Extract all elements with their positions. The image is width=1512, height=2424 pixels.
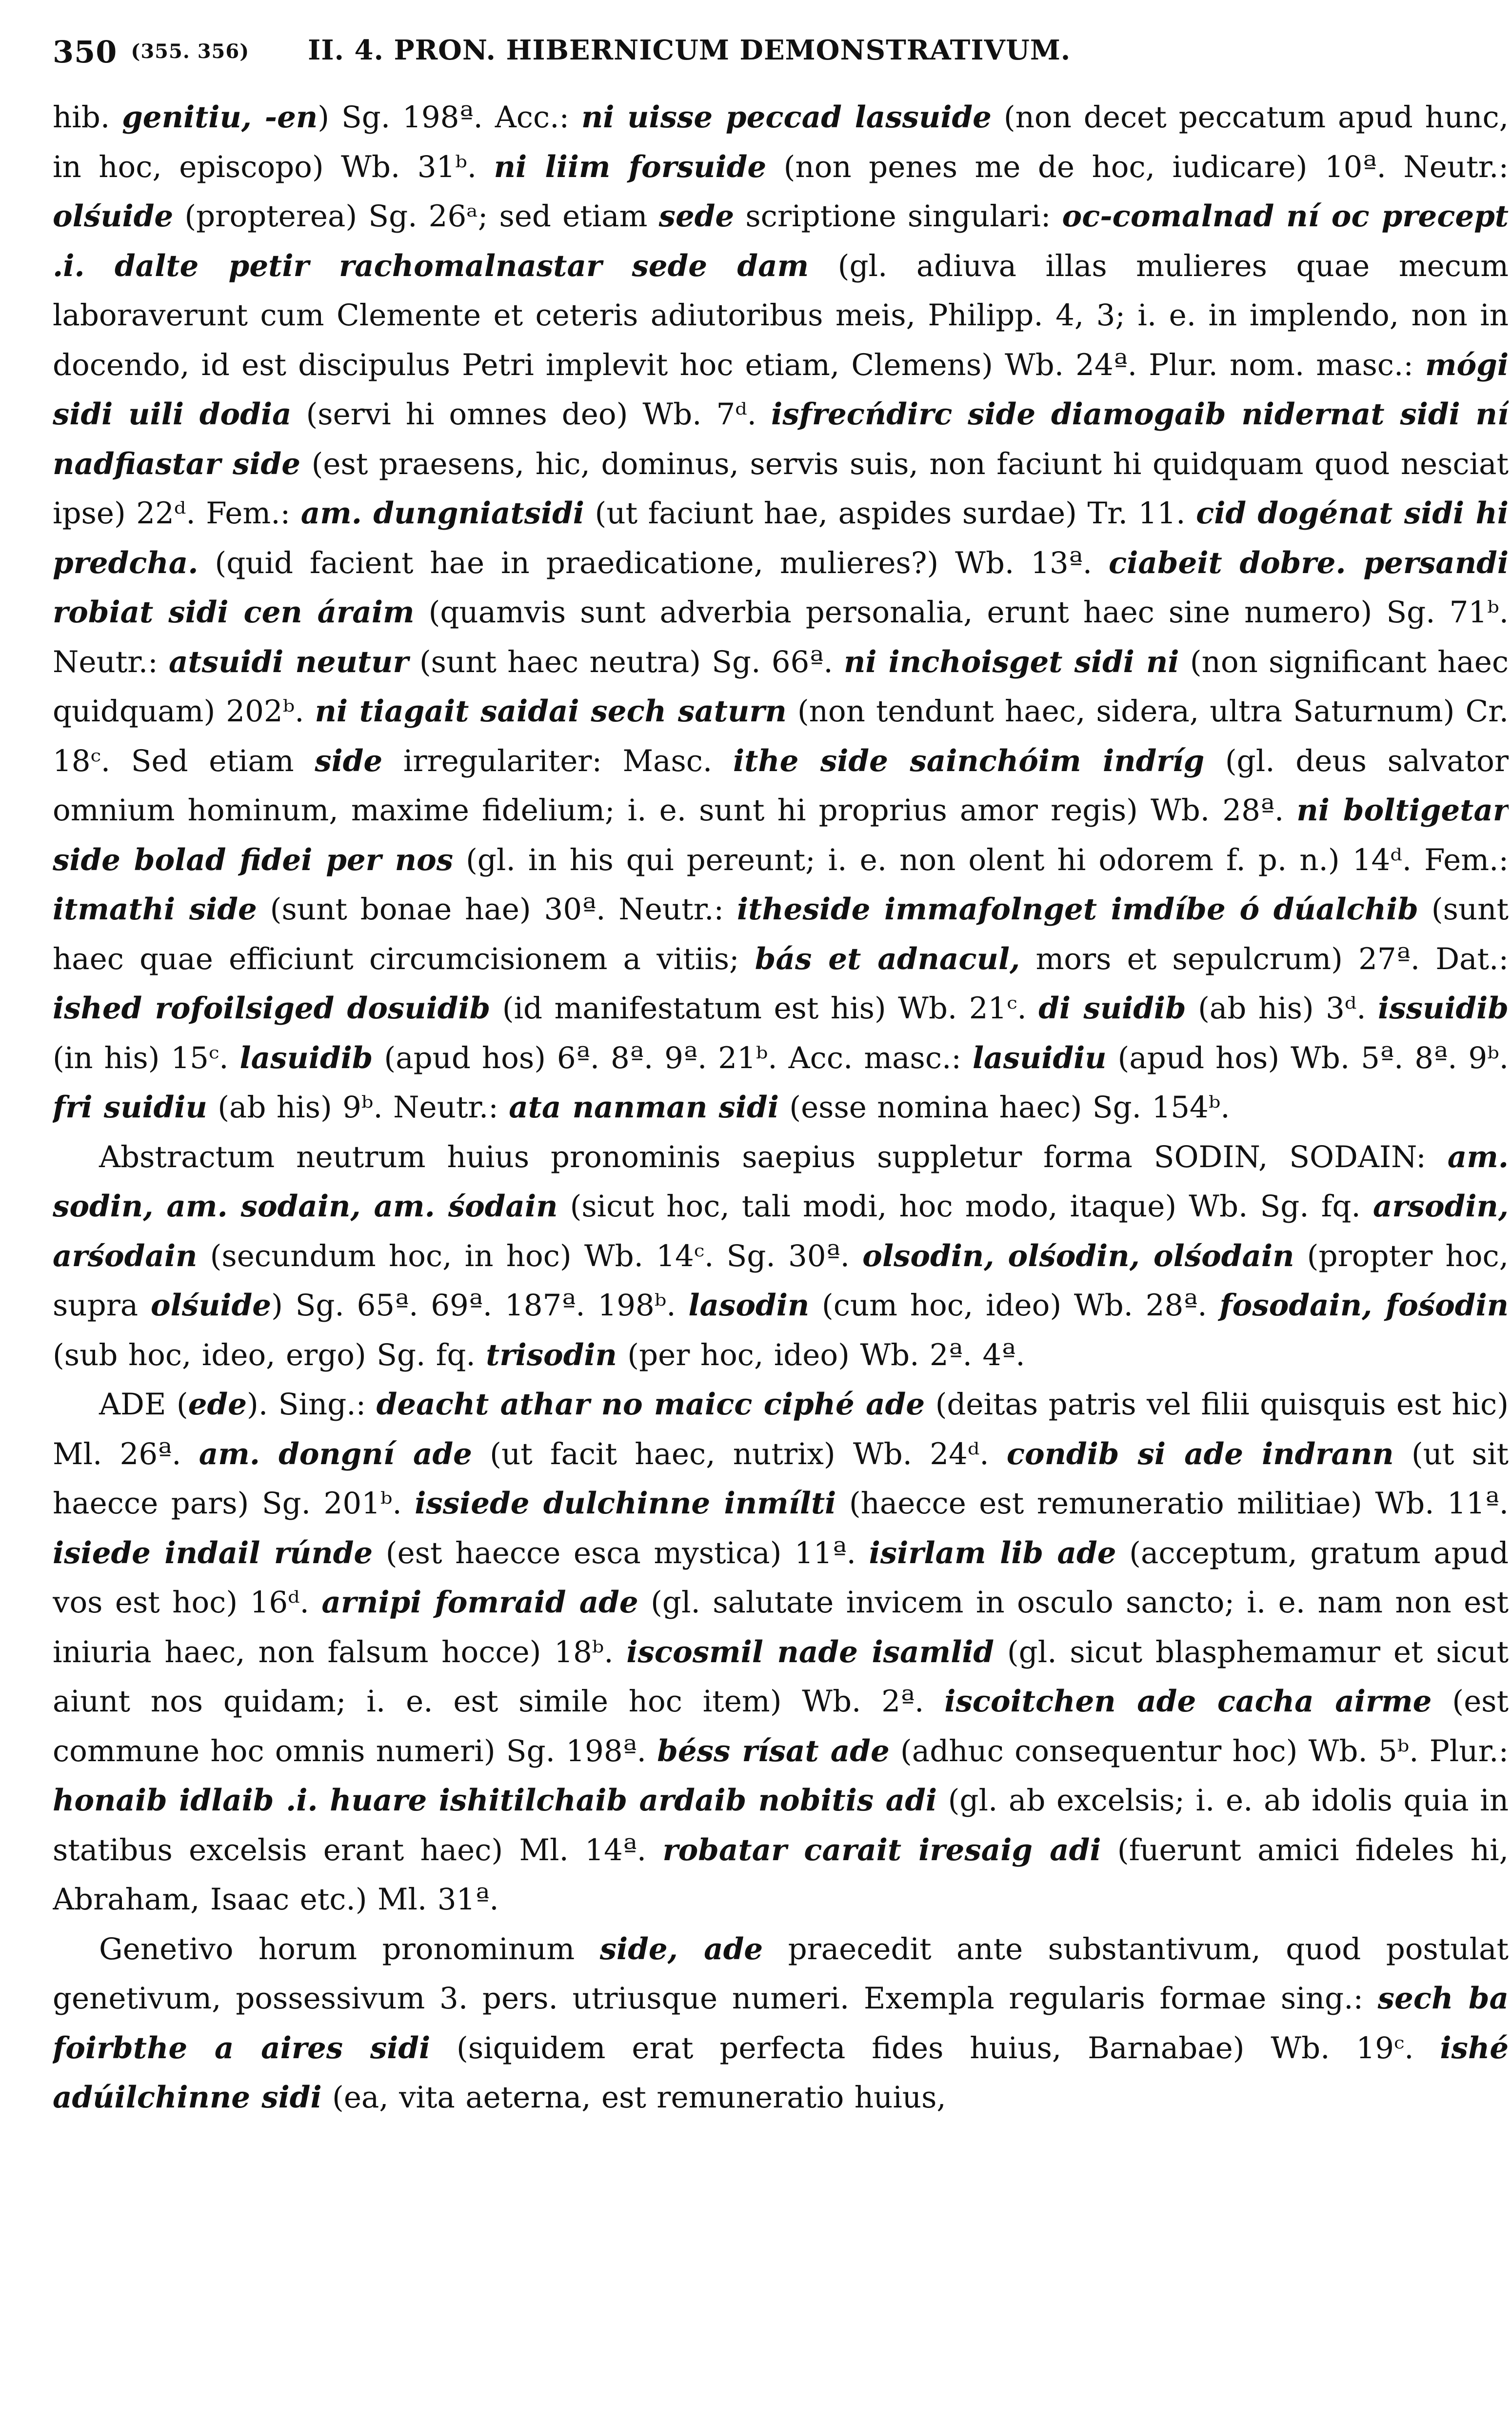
irish-gloss: iscoitchen ade cacha airme (944, 1684, 1432, 1719)
latin-text: praecedit ante substantivum, quod postulat genetivum, possessivum 3. pers. utriusque numeri. Exempla regularis formae sing.: (53, 1931, 1509, 2016)
latin-text: ) Sg. 198ª. Acc.: (318, 100, 581, 135)
irish-gloss: issiede dulchinne inmílti (415, 1486, 836, 1521)
irish-gloss: ished rofoilsiged dosuidib (53, 991, 491, 1026)
running-header (53, 34, 1509, 93)
irish-gloss: sede (658, 199, 735, 234)
latin-text: mors et sepulcrum) 27ª. Dat.: (1020, 941, 1509, 976)
latin-text: Genetivo horum pronominum (99, 1931, 600, 1967)
irish-gloss: lasodin (688, 1288, 810, 1323)
latin-text: (quid facient hae in praedicatione, mulieres?) Wb. 13ª. (198, 545, 1109, 580)
irish-gloss: ni inchoisget sidi ni (843, 644, 1179, 679)
latin-text: (non decet peccatum apud hunc, in hoc, episcopo) Wb. 31ᵇ. (53, 100, 1509, 184)
latin-text: (gl. in his qui pereunt; i. e. non olent hi odorem f. p. n.) 14ᵈ. Fem.: (453, 842, 1509, 877)
latin-text: (sunt haec neutra) Sg. 66ª. (408, 644, 844, 679)
latin-text: (ut facit haec, nutrix) Wb. 24ᵈ. (472, 1436, 1007, 1471)
irish-gloss: sech ba foirbthe a aires sidi (53, 1981, 1509, 2066)
page-number: 350 (53, 34, 118, 70)
latin-text: (apud hos) Wb. 5ª. 8ª. 9ᵇ. (1106, 1040, 1509, 1075)
body-text (53, 93, 1509, 2123)
irish-gloss: fri suidiu (53, 1090, 207, 1125)
irish-gloss: ishé adúilchinne sidi (53, 2030, 1509, 2115)
latin-text: ADE ( (99, 1387, 188, 1422)
irish-gloss: ede (188, 1387, 247, 1422)
paragraph (53, 1380, 1509, 1925)
irish-gloss: ithe side sainchóim indríg (733, 743, 1205, 778)
latin-text: (deitas patris vel filii quisquis est hic) Ml. 26ª. (53, 1387, 1509, 1471)
irish-gloss: olśuide (53, 199, 174, 234)
latin-text: (non tendunt haec, sidera, ultra Saturnum) Cr. 18ᶜ. Sed etiam (53, 694, 1509, 778)
latin-text: (ea, vita aeterna, est remuneratio huius, (321, 2080, 946, 2115)
latin-text: (est praesens, hic, dominus, servis suis, non faciunt hi quidquam quod nesciat ipse) 22ᵈ. Fem.: (53, 446, 1509, 531)
irish-gloss: condib si ade indrann (1006, 1436, 1394, 1471)
latin-text: (ab his) 3ᵈ. (1186, 991, 1378, 1026)
page-reference: (355. 356) (131, 40, 250, 63)
irish-gloss: side, ade (599, 1931, 763, 1967)
latin-text: (secundum hoc, in hoc) Wb. 14ᶜ. Sg. 30ª. (197, 1238, 863, 1273)
latin-text: ) Sg. 65ª. 69ª. 187ª. 198ᵇ. (271, 1288, 689, 1323)
latin-text: (acceptum, gratum apud vos est hoc) 16ᵈ. (53, 1535, 1509, 1620)
irish-gloss: ni boltigetar side bolad fidei per nos (53, 793, 1509, 877)
paragraph (53, 1133, 1509, 1380)
latin-text: (gl. sicut blasphemamur et sicut aiunt nos quidam; i. e. est simile hoc item) Wb. 2ª. (53, 1634, 1509, 1719)
latin-text: (siquidem erat perfecta fides huius, Barnabae) Wb. 19ᶜ. (430, 2030, 1440, 2066)
irish-gloss: fosodain, fośodin (1219, 1288, 1509, 1323)
irish-gloss: ciabeit dobre. persandi robiat sidi cen áraim (53, 545, 1509, 630)
irish-gloss: arsodin, arśodain (53, 1189, 1509, 1273)
latin-text: (est haecce esca mystica) 11ª. (373, 1535, 869, 1570)
irish-gloss: ni tiagait saidai sech saturn (315, 694, 787, 729)
irish-gloss: trisodin (486, 1337, 617, 1372)
irish-gloss: robatar carait iresaig adi (662, 1832, 1101, 1868)
latin-text: (non penes me de hoc, iudicare) 10ª. Neutr.: (766, 149, 1509, 184)
latin-text: (non significant haec quidquam) 202ᵇ. (53, 644, 1509, 729)
irish-gloss: béss rísat ade (657, 1733, 890, 1768)
latin-text: (per hoc, ideo) Wb. 2ª. 4ª. (617, 1337, 1025, 1372)
running-title: II. 4. PRON. HIBERNICUM DEMONSTRATIVUM. (308, 34, 1071, 66)
latin-text: (apud hos) 6ª. 8ª. 9ª. 21ᵇ. Acc. masc.: (373, 1040, 973, 1075)
irish-gloss: am. sodin, am. sodain, am. śodain (53, 1139, 1509, 1224)
latin-text: (servi hi omnes deo) Wb. 7ᵈ. (291, 397, 772, 432)
irish-gloss: ni liim forsuide (494, 149, 767, 184)
latin-text: (gl. salutate invicem in osculo sancto; i. e. nam non est iniuria haec, non falsum hocce) 18ᵇ. (53, 1585, 1509, 1669)
latin-text: (ut sit haecce pars) Sg. 201ᵇ. (53, 1436, 1509, 1521)
irish-gloss: mógi sidi uili dodia (53, 347, 1509, 432)
latin-text: (propter hoc, supra (53, 1238, 1509, 1323)
irish-gloss: side (315, 743, 383, 778)
irish-gloss: olsodin, olśodin, olśodain (862, 1238, 1294, 1273)
irish-gloss: genitiu, -en (122, 100, 318, 135)
latin-text: (sub hoc, ideo, ergo) Sg. fq. (53, 1337, 486, 1372)
irish-gloss: deacht athar no maicc ciphé ade (376, 1387, 925, 1422)
latin-text: (gl. deus salvator omnium hominum, maxime fidelium; i. e. sunt hi proprius amor regis) Wb. 28ª. (53, 743, 1509, 828)
latin-text: (gl. adiuva illas mulieres quae mecum laboraverunt cum Clemente et ceteris adiutoribus meis, Philipp. 4, 3; i. e. in implendo, non in docendo, id est discipulus Petri implevit hoc etiam, Clemens) Wb. 24ª. Plur. nom. masc.: (53, 248, 1509, 382)
irish-gloss: itheside immafolnget imdíbe ó dúalchib (736, 892, 1418, 927)
paragraph (53, 1925, 1509, 2123)
latin-text: scriptione singulari: (734, 199, 1062, 234)
irish-gloss: ata nanman sidi (509, 1090, 779, 1125)
paragraph (53, 93, 1509, 1133)
latin-text: Abstractum neutrum huius pronominis saepius suppletur forma SODIN, SODAIN: (99, 1139, 1448, 1174)
irish-gloss: honaib idlaib .i. huare ishitilchaib ardaib nobitis adi (53, 1783, 937, 1818)
irish-gloss: oc-comalnad ní oc precept .i. dalte petir rachomalnastar sede dam (53, 199, 1509, 283)
document-page (53, 34, 1509, 2414)
latin-text: (gl. ab excelsis; i. e. ab idolis quia in statibus excelsis erant haec) Ml. 14ª. (53, 1783, 1509, 1868)
irish-gloss: arnipi fomraid ade (321, 1585, 638, 1620)
irish-gloss: am. dungniatsidi (300, 496, 584, 531)
irish-gloss: olśuide (150, 1288, 272, 1323)
latin-text: (quamvis sunt adverbia personalia, erunt haec sine numero) Sg. 71ᵇ. Neutr.: (53, 595, 1509, 679)
latin-text: (sunt bonae hae) 30ª. Neutr.: (257, 892, 737, 927)
irish-gloss: isfrecńdirc side diamogaib nidernat sidi ní nadfiastar side (53, 397, 1509, 481)
irish-gloss: atsuidi neutur (168, 644, 409, 679)
latin-text: (fuerunt amici fideles hi, Abraham, Isaac etc.) Ml. 31ª. (53, 1832, 1509, 1917)
latin-text: (sicut hoc, tali modi, hoc modo, itaque) Wb. Sg. fq. (557, 1189, 1373, 1224)
irish-gloss: di suidib (1038, 991, 1186, 1026)
irish-gloss: issuidib (1378, 991, 1509, 1026)
irish-gloss: lasuidib (239, 1040, 373, 1075)
irish-gloss: ni uisse peccad lassuide (581, 100, 992, 135)
irish-gloss: bás et adnacul, (755, 941, 1020, 976)
irish-gloss: itmathi side (53, 892, 257, 927)
latin-text: (ut faciunt hae, aspides surdae) Tr. 11. (584, 496, 1196, 531)
irish-gloss: isiede indail rúnde (53, 1535, 373, 1570)
latin-text: (adhuc consequentur hoc) Wb. 5ᵇ. Plur.: (889, 1733, 1509, 1768)
latin-text: ). Sing.: (247, 1387, 377, 1422)
latin-text: (est commune hoc omnis numeri) Sg. 198ª. (53, 1684, 1509, 1768)
latin-text: (haecce est remuneratio militiae) Wb. 11ª. (836, 1486, 1509, 1521)
latin-text: (esse nomina haec) Sg. 154ᵇ. (778, 1090, 1230, 1125)
irish-gloss: iscosmil nade isamlid (626, 1634, 995, 1669)
latin-text: (id manifestatum est his) Wb. 21ᶜ. (490, 991, 1039, 1026)
latin-text: (ab his) 9ᵇ. Neutr.: (207, 1090, 509, 1125)
latin-text: irregulariter: Masc. (382, 743, 733, 778)
irish-gloss: lasuidiu (972, 1040, 1107, 1075)
irish-gloss: cid dogénat sidi hi predcha. (53, 496, 1509, 580)
latin-text: hib. (53, 100, 122, 135)
irish-gloss: am. dongní ade (199, 1436, 472, 1471)
latin-text: (cum hoc, ideo) Wb. 28ª. (809, 1288, 1220, 1323)
latin-text: (in his) 15ᶜ. (53, 1040, 240, 1075)
latin-text: (propterea) Sg. 26ᵃ; sed etiam (173, 199, 659, 234)
latin-text: (sunt haec quae efficiunt circumcisionem a vitiis; (53, 892, 1509, 976)
irish-gloss: isirlam lib ade (869, 1535, 1116, 1570)
